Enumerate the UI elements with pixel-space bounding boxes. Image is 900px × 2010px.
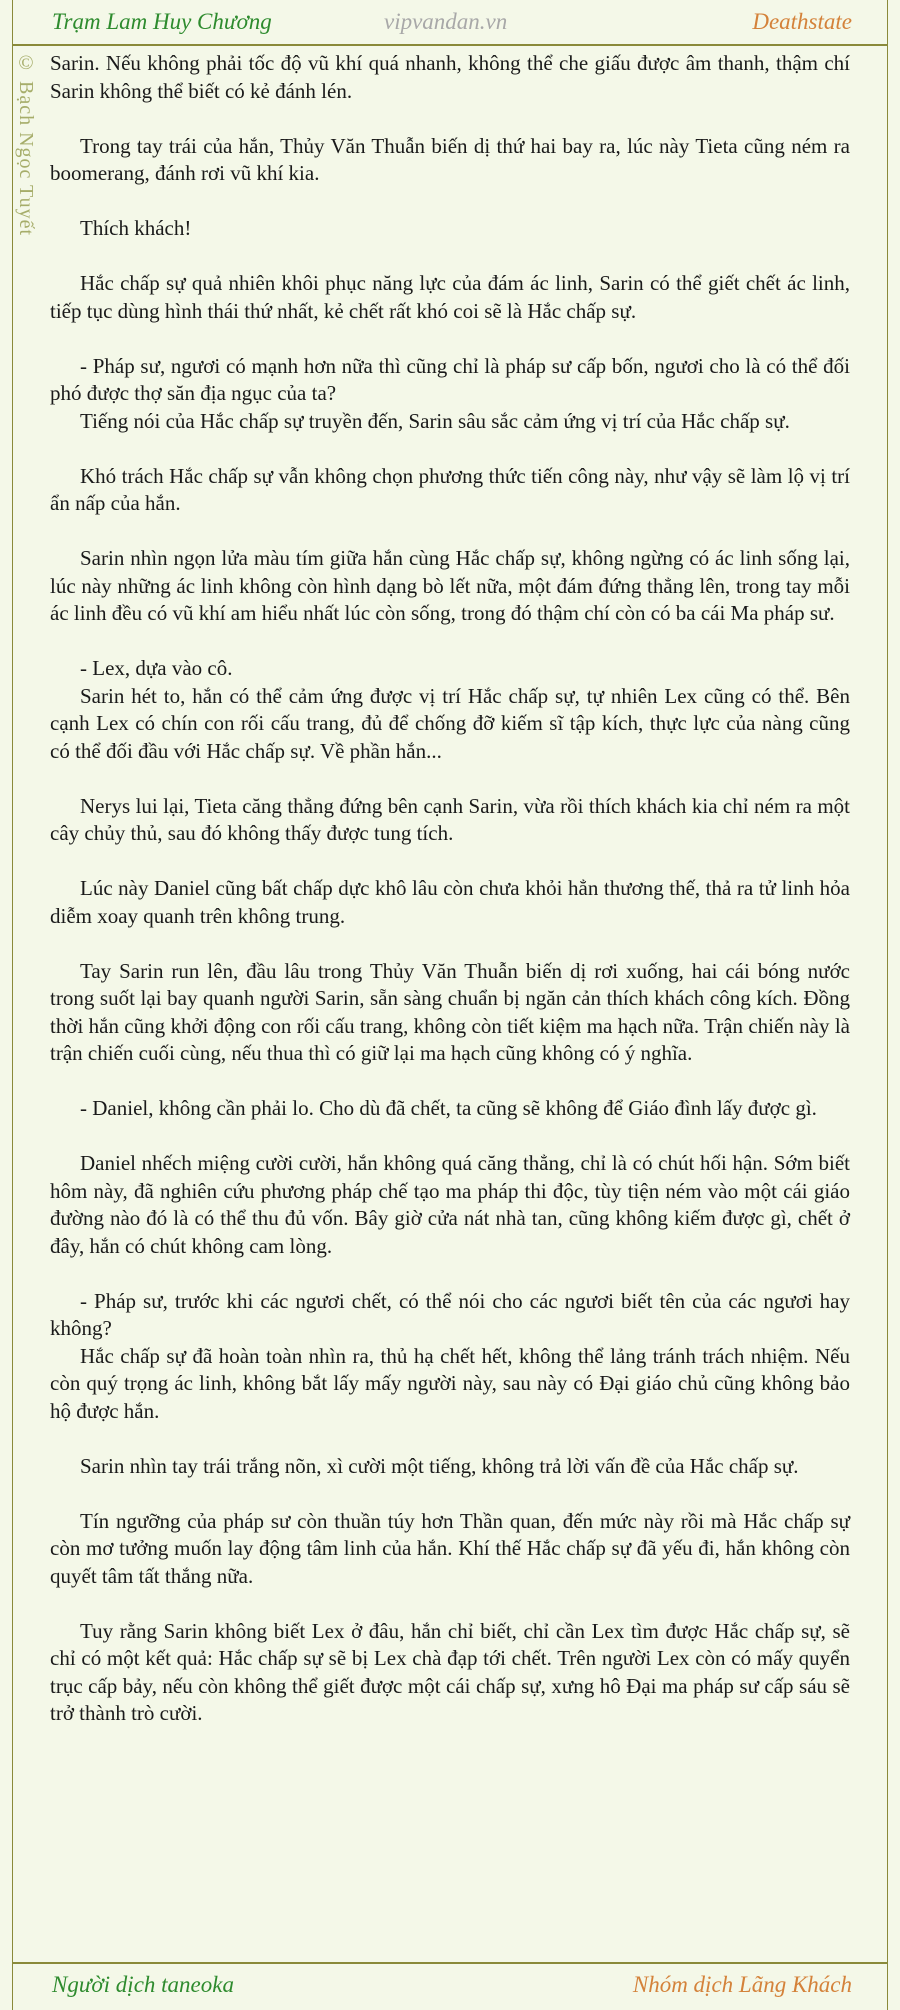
page-footer (12, 1962, 888, 2010)
footer-translator: Người dịch taneoka (52, 1972, 234, 1997)
paragraph: Sarin. Nếu không phải tốc độ vũ khí quá nhanh, không thể che giấu được âm thanh, thậm chí Sarin không thể biết có kẻ đánh lén. (50, 51, 850, 103)
dialogue-line: - Lex, dựa vào cô. (80, 656, 233, 680)
paragraph: Sarin nhìn tay trái trắng nõn, xì cười một tiếng, không trả lời vấn đề của Hắc chấp sự. (80, 1453, 799, 1478)
paragraph: Lúc này Daniel cũng bất chấp dực khô lâu còn chưa khỏi hẳn thương thế, thả ra tử linh hỏa diễm xoay quanh trên không trung. (50, 876, 850, 928)
story-text (50, 50, 850, 1728)
paragraph: Tiếng nói của Hắc chấp sự truyền đến, Sarin sâu sắc cảm ứng vị trí của Hắc chấp sự. (80, 408, 790, 433)
paragraph: Tín ngưỡng của pháp sư còn thuần túy hơn Thần quan, đến mức này rồi mà Hắc chấp sự còn mơ tưởng muốn lay động tâm linh của hắn. Khí thế Hắc chấp sự đã yếu đi, hắn không còn quyết tâm tất thắng nữa. (50, 1508, 850, 1588)
header-website: vipvandan.vn (384, 9, 508, 34)
paragraph: Sarin nhìn ngọn lửa màu tím giữa hắn cùng Hắc chấp sự, không ngừng có ác linh sống lại, lúc này những ác linh không còn hình dạng bò lết nữa, một đám đứng thẳng lên, trong tay mỗi ác linh đều có vũ khí am hiểu nhất lúc còn sống, trong đó thậm chí còn có ba cái Ma pháp sư. (50, 546, 850, 625)
page-header (12, 0, 888, 46)
dialogue-line: - Pháp sư, trước khi các ngươi chết, có thể nói cho các ngươi biết tên của các ngươi hay không? (50, 1288, 850, 1340)
paragraph: Sarin hét to, hắn có thể cảm ứng được vị trí Hắc chấp sự, tự nhiên Lex cũng có thể. Bên cạnh Lex có chín con rối cấu trang, đủ để chống đỡ kiếm sĩ tập kích, thực lực của nàng cũng có thể đối đầu với Hắc chấp sự. Về phần hắn... (50, 683, 850, 763)
header-book-title: Deathstate (752, 9, 852, 34)
paragraph: Hắc chấp sự đã hoàn toàn nhìn ra, thủ hạ chết hết, không thể lảng tránh trách nhiệm. Nếu còn quý trọng ác linh, không bắt lấy mấy người này, sau này có Đại giáo chủ cũng không bảo hộ được hắn. (50, 1343, 850, 1423)
dialogue-line: - Pháp sư, ngươi có mạnh hơn nữa thì cũng chỉ là pháp sư cấp bốn, ngươi cho là có thể đối phó được thợ săn địa ngục của ta? (50, 353, 850, 405)
footer-translation-group: Nhóm dịch Lãng Khách (632, 1972, 852, 1997)
paragraph: Trong tay trái của hắn, Thủy Văn Thuẫn biến dị thứ hai bay ra, lúc này Tieta cũng ném ra boomerang, đánh rơi vũ khí kia. (50, 133, 850, 185)
paragraph: Nerys lui lại, Tieta căng thẳng đứng bên cạnh Sarin, vừa rồi thích khách kia chỉ ném ra một cây chủy thủ, sau đó không thấy được tung tích. (50, 793, 850, 845)
paragraph: Tay Sarin run lên, đầu lâu trong Thủy Văn Thuẫn biến dị rơi xuống, hai cái bóng nước trong suốt lại bay quanh người Sarin, sẵn sàng chuẩn bị ngăn cản thích khách công kích. Đồng thời hắn cũng khởi động con rối cấu trang, không còn tiết kiệm ma hạch nữa. Trận chiến này là trận chiến cuối cùng, nếu thua thì có giữ lại ma hạch cũng không có ý nghĩa. (50, 958, 850, 1065)
paragraph: Thích khách! (80, 216, 192, 240)
copyright-sidebar: © Bạch Ngọc Tuyết (15, 52, 37, 236)
paragraph: Hắc chấp sự quả nhiên khôi phục năng lực của đám ác linh, Sarin có thể giết chết ác linh, tiếp tục dùng hình thái thứ nhất, kẻ chết rất khó coi sẽ là Hắc chấp sự. (50, 271, 850, 323)
paragraph: Daniel nhếch miệng cười cười, hắn không quá căng thẳng, chỉ là có chút hối hận. Sớm biết hôm này, đã nghiên cứu phương pháp chế tạo ma pháp thi độc, tùy tiện ném vào một cái giáo đường nào đó là có thể thu đủ vốn. Bây giờ cửa nát nhà tan, cũng không kiếm được gì, chết ở đây, hắn có chút không cam lòng. (50, 1151, 850, 1258)
paragraph: Khó trách Hắc chấp sự vẫn không chọn phương thức tiến công này, như vậy sẽ làm lộ vị trí ẩn nấp của hắn. (50, 463, 850, 515)
dialogue-line: - Daniel, không cần phải lo. Cho dù đã chết, ta cũng sẽ không để Giáo đình lấy được gì. (80, 1096, 817, 1120)
header-site-title: Trạm Lam Huy Chương (52, 9, 272, 34)
paragraph: Tuy rằng Sarin không biết Lex ở đâu, hắn chỉ biết, chỉ cần Lex tìm được Hắc chấp sự, sẽ chỉ có một kết quả: Hắc chấp sự sẽ bị Lex chà đạp tới chết. Trên người Lex còn có mấy quyển trục cấp bảy, nếu còn không thể giết được một cái chấp sự, xưng hô Đại ma pháp sư cấp sáu sẽ trở thành trò cười. (50, 1618, 850, 1725)
